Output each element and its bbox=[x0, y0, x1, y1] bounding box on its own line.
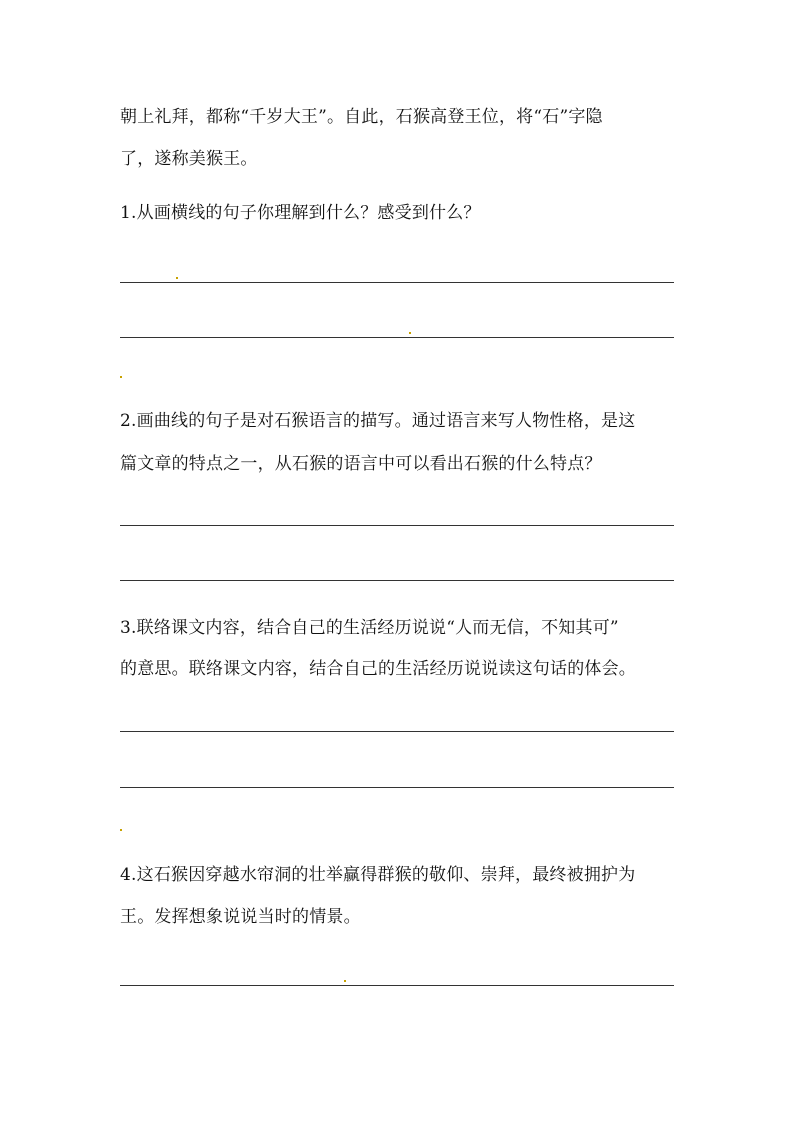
answer-line[interactable] bbox=[120, 787, 674, 788]
question-3-line-1: 3.联络课文内容，结合自己的生活经历说说“人而无信，不知其可” bbox=[120, 618, 619, 638]
question-1-line-1: 1.从画横线的句子你理解到什么？感受到什么？ bbox=[120, 203, 481, 223]
answer-line[interactable] bbox=[120, 337, 674, 338]
marker-dot bbox=[176, 277, 178, 279]
answer-line[interactable] bbox=[120, 731, 674, 732]
marker-dot bbox=[409, 332, 411, 334]
answer-line[interactable] bbox=[120, 282, 674, 283]
marker-dot bbox=[344, 980, 346, 982]
answer-line[interactable] bbox=[120, 985, 674, 986]
passage-line-1: 朝上礼拜，都称“千岁大王”。自此，石猴高登王位，将“石”字隐 bbox=[120, 107, 603, 127]
answer-line[interactable] bbox=[120, 525, 674, 526]
question-2-line-1: 2.画曲线的句子是对石猴语言的描写。通过语言来写人物性格，是这 bbox=[120, 411, 636, 431]
question-3-line-2: 的意思。联络课文内容，结合自己的生活经历说说读这句话的体会。 bbox=[120, 659, 636, 679]
question-2-line-2: 篇文章的特点之一，从石猴的语言中可以看出石猴的什么特点？ bbox=[120, 454, 602, 474]
marker-dot bbox=[120, 829, 122, 831]
question-4-line-1: 4.这石猴因穿越水帘洞的壮举赢得群猴的敬仰、崇拜，最终被拥护为 bbox=[120, 865, 636, 885]
question-4-line-2: 王。发挥想象说说当时的情景。 bbox=[120, 907, 361, 927]
marker-dot bbox=[120, 376, 122, 378]
passage-line-2: 了，遂称美猴王。 bbox=[120, 149, 258, 169]
answer-line[interactable] bbox=[120, 580, 674, 581]
